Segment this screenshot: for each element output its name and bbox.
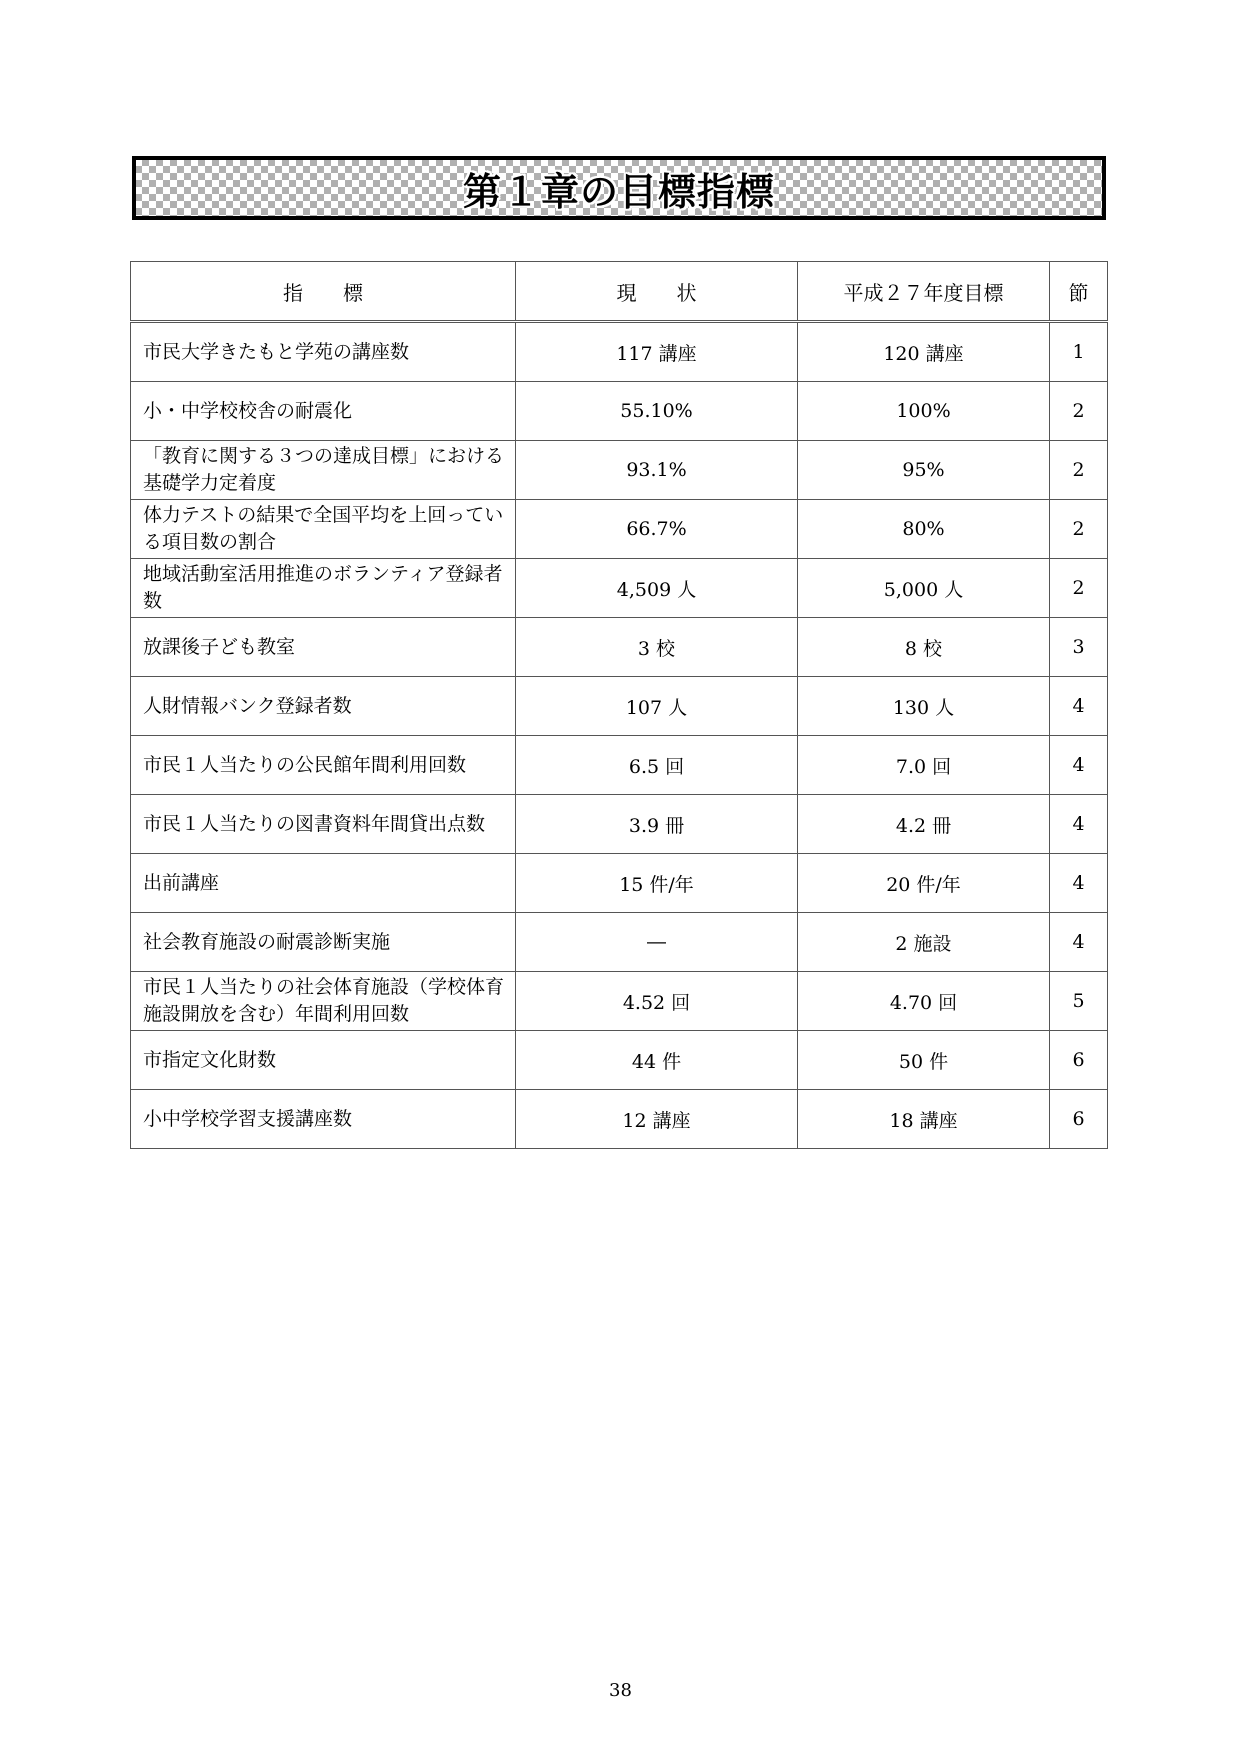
section-cell: 2 [1050, 559, 1108, 618]
current-cell: 117 講座 [516, 322, 798, 382]
table-row [131, 322, 1108, 382]
header-indicator: 指 標 [131, 262, 516, 322]
chapter-title-banner [132, 156, 1106, 220]
table-row [131, 677, 1108, 736]
table-row [131, 913, 1108, 972]
indicator-cell: 地域活動室活用推進のボランティア登録者数 [131, 559, 516, 618]
indicator-cell: 「教育に関する３つの達成目標」における基礎学力定着度 [131, 441, 516, 500]
current-cell: 55.10% [516, 382, 798, 441]
current-cell: 4,509 人 [516, 559, 798, 618]
target-cell: 8 校 [798, 618, 1050, 677]
table-row [131, 500, 1108, 559]
target-cell: 130 人 [798, 677, 1050, 736]
target-cell: 4.2 冊 [798, 795, 1050, 854]
current-cell: ― [516, 913, 798, 972]
indicator-cell: 市民１人当たりの図書資料年間貸出点数 [131, 795, 516, 854]
section-cell: 6 [1050, 1090, 1108, 1149]
indicator-cell: 放課後子ども教室 [131, 618, 516, 677]
table-header-row [131, 262, 1108, 322]
indicator-cell: 体力テストの結果で全国平均を上回っている項目数の割合 [131, 500, 516, 559]
section-cell: 2 [1050, 500, 1108, 559]
section-cell: 5 [1050, 972, 1108, 1031]
current-cell: 12 講座 [516, 1090, 798, 1149]
current-cell: 107 人 [516, 677, 798, 736]
target-cell: 50 件 [798, 1031, 1050, 1090]
indicators-table [130, 261, 1108, 1149]
table-row [131, 972, 1108, 1031]
header-current: 現 状 [516, 262, 798, 322]
indicator-cell: 市民１人当たりの社会体育施設（学校体育施設開放を含む）年間利用回数 [131, 972, 516, 1031]
section-cell: 4 [1050, 913, 1108, 972]
current-cell: 4.52 回 [516, 972, 798, 1031]
current-cell: 3.9 冊 [516, 795, 798, 854]
header-target: 平成２７年度目標 [798, 262, 1050, 322]
target-cell: 7.0 回 [798, 736, 1050, 795]
table-row [131, 1090, 1108, 1149]
indicator-cell: 小・中学校校舎の耐震化 [131, 382, 516, 441]
target-cell: 18 講座 [798, 1090, 1050, 1149]
indicator-cell: 人財情報バンク登録者数 [131, 677, 516, 736]
target-cell: 4.70 回 [798, 972, 1050, 1031]
table-row [131, 618, 1108, 677]
target-cell: 100% [798, 382, 1050, 441]
section-cell: 4 [1050, 736, 1108, 795]
section-cell: 4 [1050, 677, 1108, 736]
indicator-cell: 社会教育施設の耐震診断実施 [131, 913, 516, 972]
section-cell: 2 [1050, 441, 1108, 500]
target-cell: 2 施設 [798, 913, 1050, 972]
target-cell: 95% [798, 441, 1050, 500]
target-cell: 20 件/年 [798, 854, 1050, 913]
header-section: 節 [1050, 262, 1108, 322]
section-cell: 2 [1050, 382, 1108, 441]
chapter-title: 第１章の目標指標 [462, 169, 775, 214]
current-cell: 44 件 [516, 1031, 798, 1090]
indicator-cell: 市民大学きたもと学苑の講座数 [131, 322, 516, 382]
table-row [131, 559, 1108, 618]
target-cell: 120 講座 [798, 322, 1050, 382]
section-cell: 1 [1050, 322, 1108, 382]
current-cell: 3 校 [516, 618, 798, 677]
target-cell: 80% [798, 500, 1050, 559]
indicator-cell: 市指定文化財数 [131, 1031, 516, 1090]
current-cell: 15 件/年 [516, 854, 798, 913]
table-row [131, 795, 1108, 854]
table-row [131, 736, 1108, 795]
indicator-cell: 市民１人当たりの公民館年間利用回数 [131, 736, 516, 795]
section-cell: 4 [1050, 795, 1108, 854]
table-row [131, 441, 1108, 500]
target-cell: 5,000 人 [798, 559, 1050, 618]
table-row [131, 1031, 1108, 1090]
indicator-cell: 小中学校学習支援講座数 [131, 1090, 516, 1149]
section-cell: 6 [1050, 1031, 1108, 1090]
section-cell: 3 [1050, 618, 1108, 677]
current-cell: 6.5 回 [516, 736, 798, 795]
table-row [131, 854, 1108, 913]
indicator-cell: 出前講座 [131, 854, 516, 913]
section-cell: 4 [1050, 854, 1108, 913]
current-cell: 93.1% [516, 441, 798, 500]
table-row [131, 382, 1108, 441]
current-cell: 66.7% [516, 500, 798, 559]
page-number: 38 [609, 1680, 632, 1701]
